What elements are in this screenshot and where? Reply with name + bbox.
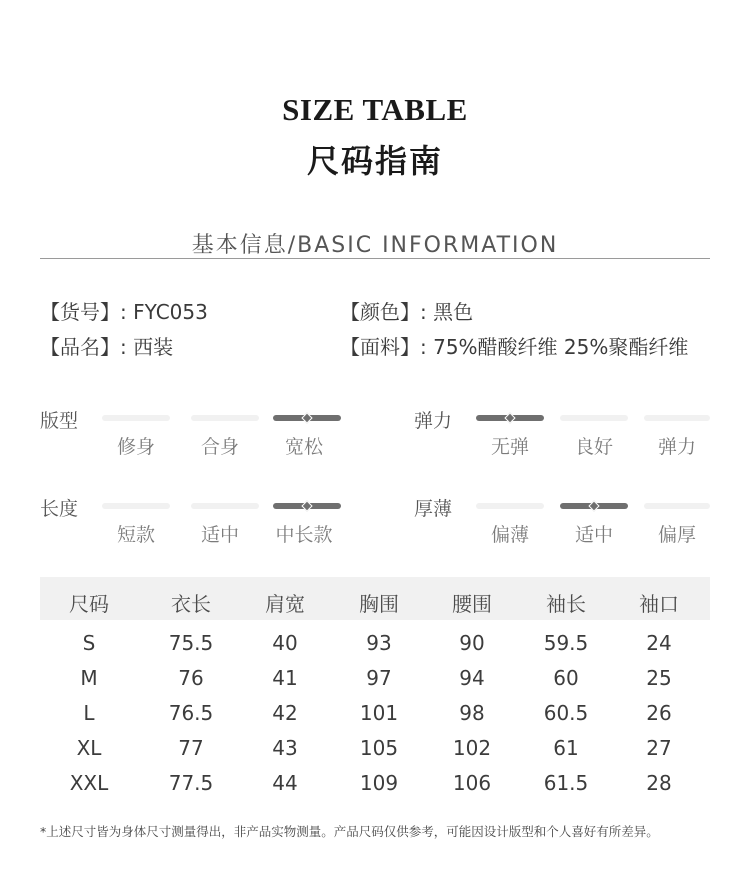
column-header: 袖长	[546, 592, 586, 616]
table-cell: 61	[553, 736, 579, 760]
scale-option: 偏厚	[657, 524, 696, 546]
column-header: 袖口	[639, 592, 679, 616]
column-header: 尺码	[69, 592, 109, 616]
basic-info-section-title: 基本信息/BASIC INFORMATION	[191, 233, 559, 258]
selected-marker-icon	[504, 412, 515, 423]
table-cell: 42	[272, 701, 298, 725]
table-cell: 41	[272, 666, 298, 690]
scale-bar	[644, 415, 710, 421]
page-title-cn: 尺码指南	[306, 142, 443, 180]
footnote: *上述尺寸皆为身体尺寸测量得出，非产品实物测量。产品尺码仅供参考，可能因设计版型和个人喜好有所差异。	[40, 824, 659, 839]
table-cell: 105	[359, 736, 399, 760]
attribute-label: 弹力	[414, 410, 453, 432]
table-cell: 76.5	[168, 701, 214, 725]
table-cell: 40	[272, 631, 298, 655]
size-label-cell: S	[82, 631, 96, 655]
scale-bar	[191, 415, 259, 421]
selected-marker-icon	[301, 412, 312, 423]
column-header: 肩宽	[265, 592, 305, 616]
scale-option: 偏薄	[490, 524, 529, 546]
scale-bar	[560, 415, 628, 421]
table-cell: 93	[366, 631, 392, 655]
column-header: 腰围	[452, 592, 492, 616]
product-name: 【品名】: 西装	[40, 335, 174, 359]
table-cell: 24	[646, 631, 672, 655]
table-cell: 28	[646, 771, 672, 795]
column-header: 胸围	[359, 592, 399, 616]
scale-option: 良好	[574, 436, 613, 458]
scale-option: 适中	[200, 524, 239, 546]
item-number: 【货号】: FYC053	[40, 300, 208, 324]
scale-option: 合身	[200, 436, 239, 458]
scale-option: 修身	[116, 436, 155, 458]
scale-option: 适中	[574, 524, 613, 546]
scale-bar-selected	[273, 503, 341, 509]
scale-bar	[102, 415, 170, 421]
size-label-cell: M	[80, 666, 98, 690]
scale-option: 短款	[116, 524, 155, 546]
size-label-cell: XL	[76, 736, 102, 760]
scale-bar	[102, 503, 170, 509]
scale-bar	[644, 503, 710, 509]
table-cell: 26	[646, 701, 672, 725]
scale-option: 弹力	[657, 436, 696, 458]
table-cell: 90	[459, 631, 485, 655]
section-divider	[40, 258, 710, 259]
table-cell: 102	[452, 736, 492, 760]
scale-option: 无弹	[490, 436, 529, 458]
attribute-label: 长度	[40, 498, 79, 520]
attribute-label: 厚薄	[414, 498, 453, 520]
table-cell: 106	[452, 771, 492, 795]
table-cell: 27	[646, 736, 672, 760]
table-cell: 109	[359, 771, 399, 795]
table-cell: 98	[459, 701, 485, 725]
table-cell: 77	[178, 736, 204, 760]
table-cell: 77.5	[168, 771, 214, 795]
scale-option: 宽松	[284, 436, 323, 458]
selected-marker-icon	[588, 500, 599, 511]
table-cell: 59.5	[543, 631, 589, 655]
scale-bar-selected	[476, 415, 544, 421]
table-cell: 44	[272, 771, 298, 795]
table-cell: 61.5	[543, 771, 589, 795]
size-label-cell: XXL	[69, 771, 109, 795]
table-cell: 94	[459, 666, 485, 690]
scale-bar	[476, 503, 544, 509]
scale-option: 中长款	[275, 524, 333, 546]
column-header: 衣长	[171, 592, 211, 616]
selected-marker-icon	[301, 500, 312, 511]
table-cell: 60	[553, 666, 579, 690]
table-cell: 43	[272, 736, 298, 760]
table-cell: 25	[646, 666, 672, 690]
scale-bar-selected	[560, 503, 628, 509]
size-label-cell: L	[83, 701, 95, 725]
table-cell: 97	[366, 666, 392, 690]
color-info: 【颜色】: 黑色	[340, 300, 474, 324]
table-cell: 101	[359, 701, 399, 725]
table-cell: 76	[178, 666, 204, 690]
page-title-en: SIZE TABLE	[282, 92, 468, 127]
scale-bar	[191, 503, 259, 509]
scale-bar-selected	[273, 415, 341, 421]
table-cell: 60.5	[543, 701, 589, 725]
table-cell: 75.5	[168, 631, 214, 655]
attribute-label: 版型	[40, 410, 79, 432]
fabric-info: 【面料】: 75%醋酸纤维 25%聚酯纤维	[340, 335, 689, 359]
